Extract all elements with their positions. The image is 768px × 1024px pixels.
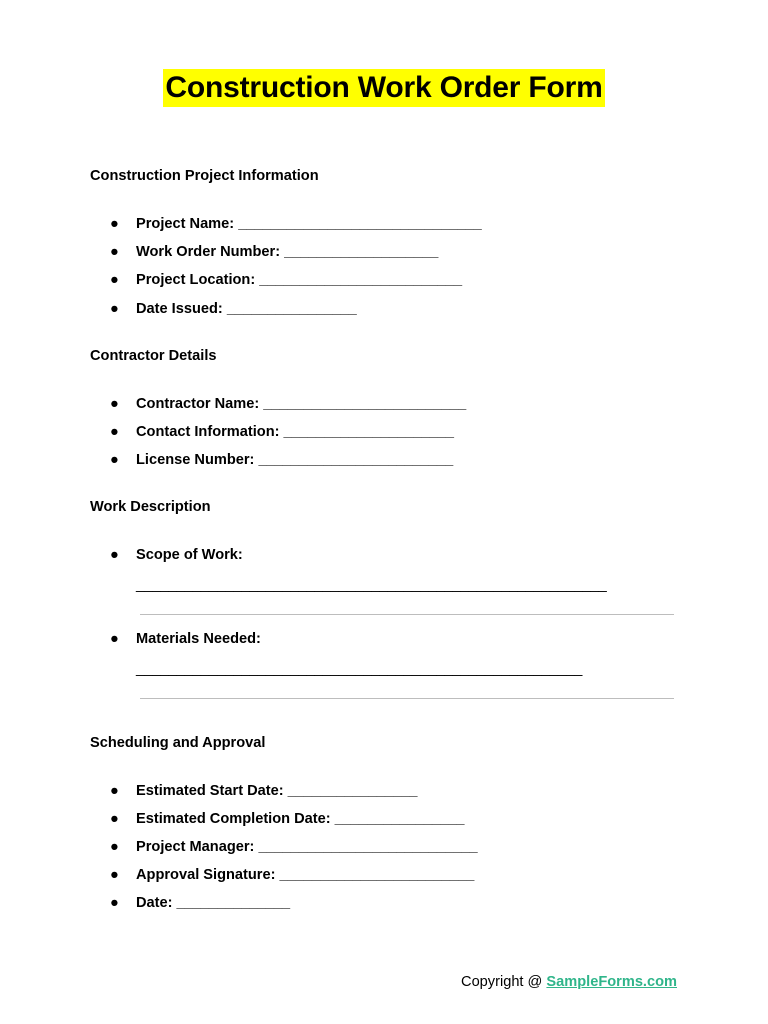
field-label: Materials Needed: (136, 631, 261, 647)
project-name-field[interactable] (110, 215, 482, 233)
contractor-name-field[interactable] (110, 395, 466, 413)
estimated-start-date-field[interactable] (110, 782, 418, 800)
page-title: Construction Work Order Form (163, 69, 604, 107)
work-order-number-field[interactable] (110, 243, 438, 261)
bullet-icon: ● (110, 867, 119, 883)
approval-signature-field[interactable] (110, 866, 474, 884)
contact-information-field[interactable] (110, 423, 454, 441)
field-label: License Number: ________________________ (136, 452, 454, 468)
bullet-icon: ● (110, 839, 119, 855)
copyright-prefix: Copyright @ (461, 974, 547, 990)
bullet-icon: ● (110, 216, 119, 232)
scope-of-work-label (110, 546, 243, 564)
section-heading-work: Work Description (90, 499, 211, 515)
materials-needed-label (110, 630, 261, 648)
field-label: Project Name: ______________________________ (136, 216, 482, 232)
field-label: Project Location: _________________________ (136, 272, 463, 288)
bullet-icon: ● (110, 631, 119, 647)
bullet-icon: ● (110, 547, 119, 563)
materials-needed-line[interactable]: _______________________________________________________ (136, 661, 583, 677)
scope-of-work-rule[interactable] (140, 614, 674, 615)
field-label: Work Order Number: ___________________ (136, 244, 439, 260)
project-manager-field[interactable] (110, 838, 478, 856)
bullet-icon: ● (110, 272, 119, 288)
date-issued-field[interactable] (110, 300, 357, 318)
field-label: Scope of Work: (136, 547, 243, 563)
footer-copyright (0, 973, 677, 991)
sampleforms-link[interactable]: SampleForms.com (546, 974, 677, 990)
field-label: Estimated Start Date: ________________ (136, 783, 418, 799)
field-label: Estimated Completion Date: ________________ (136, 811, 465, 827)
field-label: Approval Signature: ________________________ (136, 867, 475, 883)
bullet-icon: ● (110, 301, 119, 317)
section-heading-scheduling: Scheduling and Approval (90, 735, 266, 751)
field-label: Date: ______________ (136, 895, 291, 911)
estimated-completion-date-field[interactable] (110, 810, 465, 828)
bullet-icon: ● (110, 424, 119, 440)
bullet-icon: ● (110, 452, 119, 468)
license-number-field[interactable] (110, 451, 453, 469)
scope-of-work-line[interactable]: __________________________________________________________ (136, 577, 607, 593)
field-label: Contractor Name: _________________________ (136, 396, 467, 412)
date-field[interactable] (110, 894, 290, 912)
field-label: Project Manager: ___________________________ (136, 839, 478, 855)
bullet-icon: ● (110, 396, 119, 412)
bullet-icon: ● (110, 895, 119, 911)
project-location-field[interactable] (110, 271, 462, 289)
section-heading-project: Construction Project Information (90, 168, 319, 184)
field-label: Date Issued: ________________ (136, 301, 357, 317)
bullet-icon: ● (110, 244, 119, 260)
title-wrapper (0, 69, 768, 107)
section-heading-contractor: Contractor Details (90, 348, 217, 364)
materials-needed-rule[interactable] (140, 698, 674, 699)
bullet-icon: ● (110, 811, 119, 827)
bullet-icon: ● (110, 783, 119, 799)
field-label: Contact Information: _____________________ (136, 424, 454, 440)
